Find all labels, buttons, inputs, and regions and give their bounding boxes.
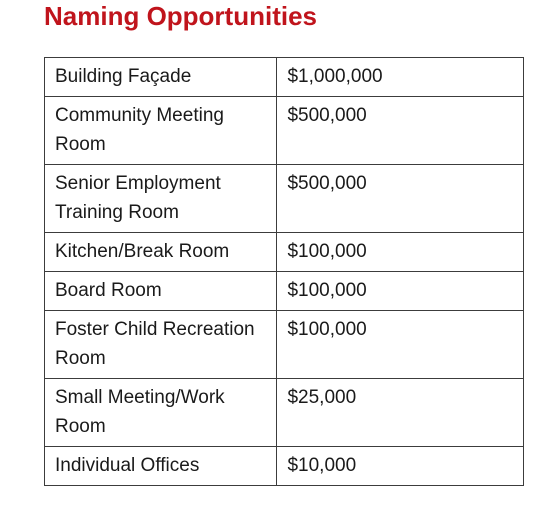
room-name-cell: Individual Offices xyxy=(45,447,277,486)
page-title: Naming Opportunities xyxy=(44,1,317,31)
amount-cell: $500,000 xyxy=(277,97,524,165)
amount-cell: $10,000 xyxy=(277,447,524,486)
table-row xyxy=(45,379,524,447)
amount-cell: $25,000 xyxy=(277,379,524,447)
amount-cell: $500,000 xyxy=(277,165,524,233)
table-row xyxy=(45,447,524,486)
room-name-cell: Small Meeting/Work Room xyxy=(45,379,277,447)
table-row xyxy=(45,97,524,165)
table-row xyxy=(45,233,524,272)
table-row xyxy=(45,272,524,311)
room-name-cell: Community Meeting Room xyxy=(45,97,277,165)
room-name-cell: Board Room xyxy=(45,272,277,311)
amount-cell: $100,000 xyxy=(277,311,524,379)
amount-cell: $100,000 xyxy=(277,272,524,311)
table-row xyxy=(45,311,524,379)
naming-opportunities-table xyxy=(44,57,524,486)
table-row xyxy=(45,165,524,233)
room-name-cell: Building Façade xyxy=(45,58,277,97)
amount-cell: $1,000,000 xyxy=(277,58,524,97)
room-name-cell: Foster Child Recreation Room xyxy=(45,311,277,379)
amount-cell: $100,000 xyxy=(277,233,524,272)
room-name-cell: Kitchen/Break Room xyxy=(45,233,277,272)
room-name-cell: Senior Employment Training Room xyxy=(45,165,277,233)
table-row xyxy=(45,58,524,97)
